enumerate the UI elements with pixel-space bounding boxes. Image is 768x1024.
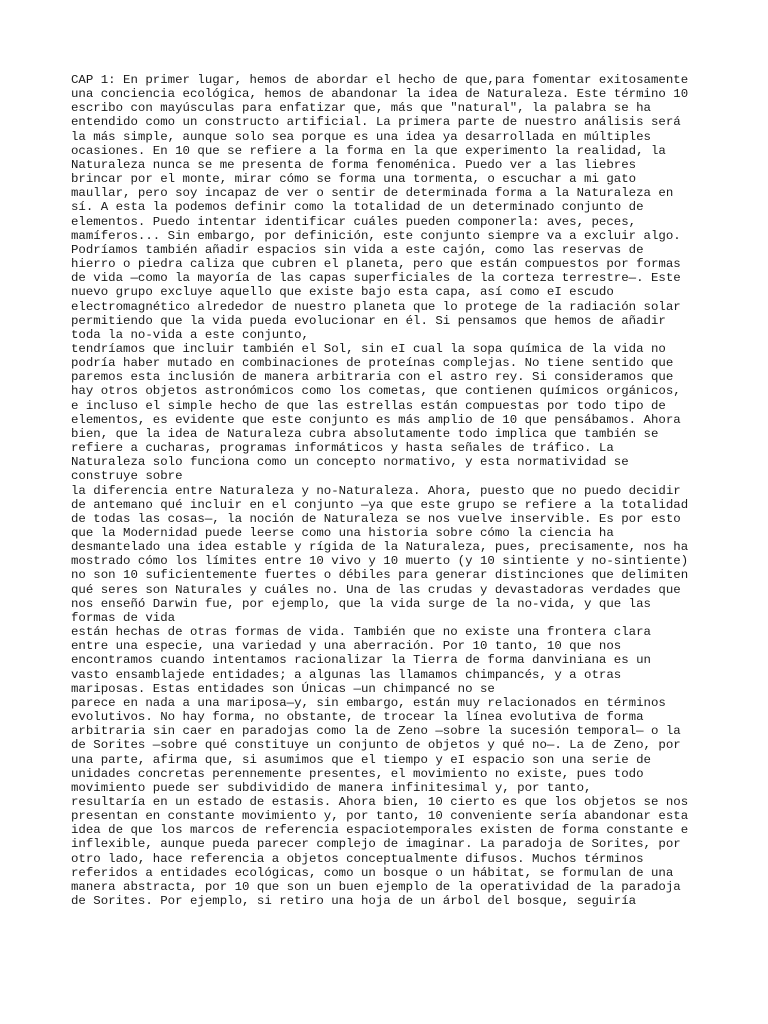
text-line: Podríamos también añadir espacios sin vida a este cajón, como las reservas de — [71, 242, 644, 257]
text-line: movimiento puede ser subdividido de manera infinitesimal y, por tanto, — [71, 780, 592, 795]
text-line: tendríamos que incluir también el Sol, sin eI cual la sopa química de la vida no — [71, 341, 666, 356]
text-line: idea de que los marcos de referencia espaciotemporales existen de forma constante e — [71, 823, 689, 838]
text-line: entre una especie, una variedad y una aberración. Por 10 tanto, 10 que nos — [71, 639, 622, 654]
text-line: de vida —como la mayoría de las capas superficiales de la corteza terrestre—. Este — [71, 271, 681, 286]
text-line: de Sorites —sobre qué constituye un conjunto de objetos y qué no—. La de Zeno, por — [71, 738, 681, 753]
document-body-text — [71, 73, 711, 908]
text-line: hay otros objetos astronómicos como los cometas, que contienen químicos orgánicos, — [71, 384, 681, 399]
text-line: hierro o piedra caliza que cubren el planeta, pero que están compuestos por formas — [71, 257, 681, 272]
text-line: no son 10 suficientemente fuertes o débiles para generar distinciones que delimiten — [71, 568, 689, 583]
text-line: ocasiones. En 10 que se refiere a la forma en la que experimento la realidad, la — [71, 143, 666, 158]
text-line: de Sorites. Por ejemplo, si retiro una hoja de un árbol del bosque, seguiría — [71, 894, 637, 909]
text-line: bien, que la idea de Naturaleza cubra absolutamente todo implica que también se — [71, 426, 659, 441]
text-line: Naturaleza nunca se me presenta de forma fenoménica. Puedo ver a las liebres — [71, 157, 637, 172]
text-line: nuevo grupo excluye aquello que existe bajo esta capa, así como eI escudo — [71, 285, 614, 300]
text-line: evolutivos. No hay forma, no obstante, de trocear la línea evolutiva de forma — [71, 710, 644, 725]
text-line: entendido como un constructo artificial. La primera parte de nuestro análisis será — [71, 115, 681, 130]
text-line: toda la no-vida a este conjunto, — [71, 327, 309, 342]
text-line: una parte, afirma que, si asumimos que el tiempo y eI espacio son una serie de — [71, 752, 651, 767]
text-line: qué seres son Naturales y cuáles no. Una de las crudas y devastadoras verdades que — [71, 582, 681, 597]
text-line: mamíferos... Sin embargo, por definición, este conjunto siempre va a excluir algo. — [71, 228, 681, 243]
text-line: una conciencia ecológica, hemos de abandonar la idea de Naturaleza. Este término 10 — [71, 87, 689, 102]
text-line: elementos. Puedo intentar identificar cuáles pueden componerla: aves, peces, — [71, 214, 637, 229]
text-line: electromagnético alrededor de nuestro planeta que lo protege de la radiación solar — [71, 299, 681, 314]
text-line: de todas las cosas—, la noción de Naturaleza se nos vuelve inservible. Es por esto — [71, 511, 681, 526]
text-line: la más simple, aunque solo sea porque es una idea ya desarrollada en múltiples — [71, 129, 651, 144]
text-line: podría haber mutado en combinaciones de proteínas complejas. No tiene sentido que — [71, 356, 674, 371]
text-line: elementos, es evidente que este conjunto es más amplio de 10 que pensábamos. Ahora — [71, 412, 681, 427]
text-line: resultaría en un estado de estasis. Ahora bien, 10 cierto es que los objetos se nos — [71, 794, 689, 809]
text-line: parece en nada a una mariposa—y, sin embargo, están muy relacionados en términos — [71, 695, 666, 710]
text-line: brincar por el monte, mirar cómo se forma una tormenta, o escuchar a mi gato — [71, 172, 637, 187]
text-line: sí. A esta la podemos definir como la totalidad de un determinado conjunto de — [71, 200, 644, 215]
text-line: desmantelado una idea estable y rígida de la Naturaleza, pues, precisamente, nos ha — [71, 540, 689, 555]
text-line: CAP 1: En primer lugar, hemos de abordar el hecho de que,para fomentar exitosamente — [71, 73, 689, 87]
text-line: referidos a entidades ecológicas, como un bosque o un hábitat, se formulan de una — [71, 865, 674, 880]
text-line: encontramos cuando intentamos racionalizar la Tierra de forma danviniana es un — [71, 653, 651, 668]
text-line: e incluso el simple hecho de que las estrellas están compuestas por todo tipo de — [71, 398, 666, 413]
text-line: vasto ensamblajede entidades; a algunas las llamamos chimpancés, y a otras — [71, 667, 622, 682]
text-line: de antemano qué incluir en el conjunto —ya que este grupo se refiere a la totalidad — [71, 497, 689, 512]
text-line: presentan en constante movimiento y, por tanto, 10 conveniente sería abandonar esta — [71, 809, 689, 824]
text-line: nos enseñó Darwin fue, por ejemplo, que la vida surge de la no-vida, y que las — [71, 596, 651, 611]
text-line: Naturaleza solo funciona como un concepto normativo, y esta normatividad se — [71, 455, 629, 470]
text-line: paremos esta inclusión de manera arbitraria con el astro rey. Si consideramos que — [71, 370, 674, 385]
text-line: que la Modernidad puede leerse como una historia sobre cómo la ciencia ha — [71, 526, 614, 540]
text-line: formas de vida — [71, 610, 176, 625]
text-line: inflexible, aunque pueda parecer complejo de imaginar. La paradoja de Sorites, por — [71, 837, 681, 852]
text-line: permitiendo que la vida pueda evolucionar en él. Si pensamos que hemos de añadir — [71, 313, 666, 328]
text-line: refiere a cucharas, programas informáticos y hasta señales de tráfico. La — [71, 441, 614, 456]
text-line: mariposas. Estas entidades son Únicas —un chimpancé no se — [71, 681, 495, 696]
text-line: otro lado, hace referencia a objetos conceptualmente difusos. Muchos términos — [71, 851, 644, 866]
text-line: manera abstracta, por 10 que son un buen ejemplo de la operatividad de la paradoja — [71, 879, 681, 894]
text-line: maullar, pero soy incapaz de ver o sentir de determinada forma a la Naturaleza en — [71, 186, 674, 201]
text-line: escribo con mayúsculas para enfatizar que, más que "natural", la palabra se ha — [71, 101, 651, 116]
text-line: arbitraria sin caer en paradojas como la de Zeno —sobre la sucesión temporal— o la — [71, 724, 681, 739]
text-line: la diferencia entre Naturaleza y no-Naturaleza. Ahora, puesto que no puedo decidir — [71, 483, 681, 498]
text-line: están hechas de otras formas de vida. También que no existe una frontera clara — [71, 625, 651, 640]
text-line: construye sobre — [71, 469, 183, 484]
text-line: mostrado cómo los límites entre 10 vivo y 10 muerto (y 10 sintiente y no-sintiente) — [71, 554, 689, 569]
text-line: unidades concretas perennemente presentes, el movimiento no existe, pues todo — [71, 766, 644, 781]
